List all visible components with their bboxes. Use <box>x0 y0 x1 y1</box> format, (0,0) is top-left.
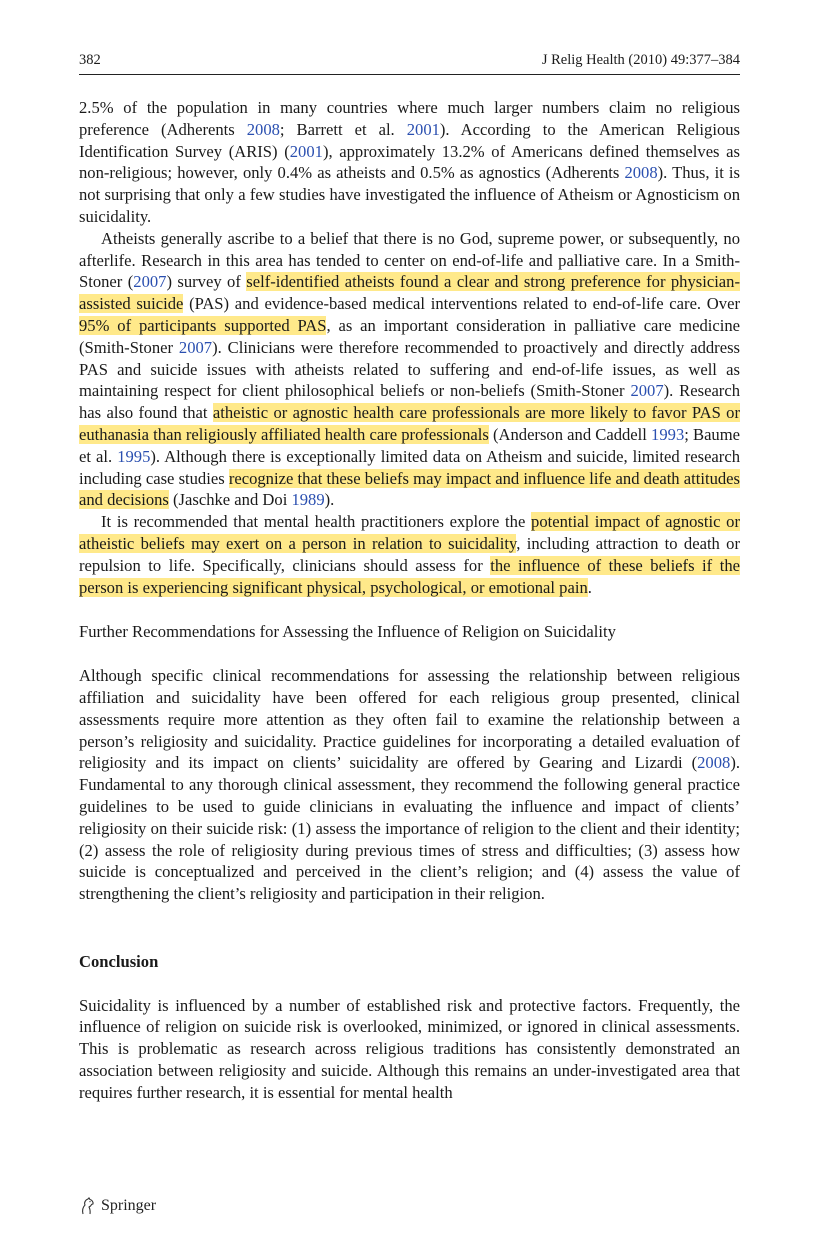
publisher-footer <box>79 1197 156 1215</box>
publisher-name: Springer <box>101 1197 157 1214</box>
highlighted-text[interactable]: self-identified atheists found a clear and strong preference for physician-assisted suicide <box>79 272 740 314</box>
highlighted-text[interactable]: recognize that these beliefs may impact and influence life and death attitudes and decisions <box>79 468 740 510</box>
reference-link[interactable]: 2008 <box>697 753 731 773</box>
paragraph-atheism-statistics: 2.5% of the population in many countries where much larger numbers claim no religious preference (Adherents 2008; Barrett et al. 2001). According to the American Religious Identification Survey (ARIS) (2001), approximately 13.2% of Americans defined themselves as non-religious; however, only 0.4% as atheists and 0.5% as agnostics (Adherents 2008). Thus, it is not surprising that only a few studies have investigated the influence of Atheism or Agnosticism on suicidality. <box>79 98 740 226</box>
reference-link[interactable]: 2007 <box>133 272 167 292</box>
reference-link[interactable]: 2007 <box>178 337 213 357</box>
highlighted-text[interactable]: potential impact of agnostic or atheistic beliefs may exert on a person in relation to suicidality <box>79 512 740 553</box>
reference-link[interactable]: 1995 <box>117 446 151 466</box>
journal-citation: J Relig Health (2010) 49:377–384 <box>541 52 740 68</box>
reference-link[interactable]: 2008 <box>246 119 280 139</box>
paragraph-conclusion: Suicidality is influenced by a number of established risk and protective factors. Frequently, the influence of religion on suicide risk is overlooked, minimized, or ignored in clinical assessments. This is problematic as research across religious traditions has consistently demonstrated an association between religiosity and suicide. Although this remains an under-investigated area that requires further research, it is essential for mental health <box>79 995 740 1102</box>
paragraph-atheist-beliefs: Atheists generally ascribe to a belief that there is no God, supreme power, or subsequently, no afterlife. Research in this area has tended to center on end-of-life and palliative care. In a Smith-Stoner (2007) survey of self-identified atheists found a clear and strong preference for physician-assisted suicide (PAS) and evidence-based medical interventions related to end-of-life care. Over 95% of participants supported PAS, as an important consideration in palliative care medicine (Smith-Stoner 2007). Clinicians were therefore recommended to proactively and directly address PAS and suicide issues with atheists related to suffering and end-of-life issues, as well as maintaining respect for client philosophical beliefs or non-beliefs (Smith-Stoner 2007). Research has also found that atheistic or agnostic health care professionals are more likely to favor PAS or euthanasia than religiously affiliated health care professionals (Anderson and Caddell 1993; Baume et al. 1995). Although there is exceptionally limited data on Atheism and suicide, limited research including case studies recognize that these beliefs may impact and influence life and death attitudes and decisions (Jaschke and Doi 1989). <box>79 228 740 510</box>
conclusion-heading: Conclusion <box>79 951 159 971</box>
running-header <box>79 52 740 72</box>
reference-link[interactable]: 1993 <box>651 424 685 444</box>
highlighted-text[interactable]: the influence of these beliefs if the person is experiencing significant physical, psychological, or emotional pain <box>79 555 740 597</box>
header-rule <box>79 74 740 75</box>
section-title: Further Recommendations for Assessing the Influence of Religion on Suicidality <box>79 622 616 642</box>
reference-link[interactable]: 2007 <box>630 381 664 401</box>
paragraph-practitioner-recommendation: It is recommended that mental health practitioners explore the potential impact of agnostic or atheistic beliefs may exert on a person in relation to suicidality, including attraction to death or repulsion to life. Specifically, clinicians should assess for the influence of these beliefs if the person is experiencing significant physical, psychological, or emotional pain. <box>79 512 740 597</box>
article-body <box>79 97 740 1104</box>
reference-link[interactable]: 1989 <box>291 490 325 510</box>
reference-link[interactable]: 2001 <box>289 141 323 161</box>
highlighted-text[interactable]: atheistic or agnostic health care professionals are more likely to favor PAS or euthanasia than religiously affiliated health care professionals <box>79 403 740 444</box>
paragraph-assessment-guidelines: Although specific clinical recommendations for assessing the relationship between religious affiliation and suicidality have been offered for each religious group presented, clinical assessments require more attention as they often fail to examine the relationship between a person’s religiosity and suicidality. Practice guidelines for incorporating a detailed evaluation of religiosity and its impact on clients’ suicidality are offered by Gearing and Lizardi (2008). Fundamental to any thorough clinical assessment, they recommend the following general practice guidelines to be used to guide clinicians in evaluating the influence and impact of clients’ religiosity on their suicide risk: (1) assess the importance of religion to the client and their identity; (2) assess the role of religiosity during previous times of stress and difficulties; (3) assess how suicide is conceptualized and perceived in the client’s religion; and (4) assess the value of strengthening the client’s religiosity and participation in their religion. <box>79 666 740 904</box>
springer-horse-icon <box>79 1197 95 1215</box>
reference-link[interactable]: 2008 <box>624 163 658 183</box>
page-number: 382 <box>79 52 101 68</box>
reference-link[interactable]: 2001 <box>406 119 440 139</box>
highlighted-text[interactable]: 95% of participants supported PAS <box>79 315 327 335</box>
